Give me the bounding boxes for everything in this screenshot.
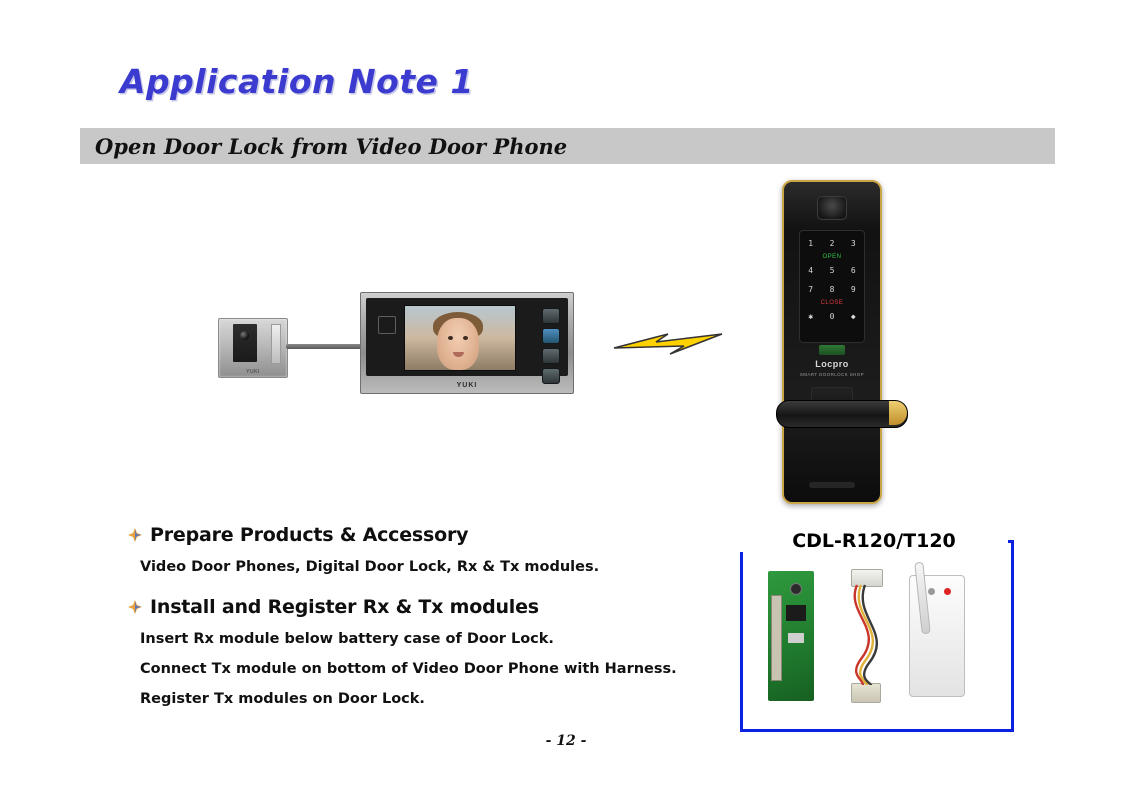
page-number: - 12 - [545, 733, 587, 749]
section-heading-prepare: Prepare Products & Accessory [150, 524, 469, 546]
section-heading-install: Install and Register Rx & Tx modules [150, 596, 539, 618]
camera-panel [233, 324, 257, 362]
monitor-button-menu [542, 348, 560, 364]
key-0: 0 [829, 312, 835, 321]
section-line: Insert Rx module below battery case of Door Lock. [140, 631, 554, 647]
key-star: ✱ [808, 312, 814, 321]
monitor-screen [404, 305, 516, 371]
page-title: Application Note 1 [120, 62, 474, 101]
key-5: 5 [829, 266, 835, 275]
tx-module-case [909, 575, 965, 697]
digital-door-lock [782, 180, 882, 504]
key-1: 1 [808, 239, 814, 248]
door-handle [776, 400, 908, 428]
section-line: Connect Tx module on bottom of Video Door Phone with Harness. [140, 661, 677, 677]
connection-cable [286, 344, 362, 349]
product-box-title: CDL-R120/T120 [740, 530, 1008, 552]
monitor-button-unlock [542, 328, 560, 344]
keypad-row [800, 280, 864, 299]
monitor-button-talk [542, 308, 560, 324]
rx-module-pcb [768, 571, 814, 701]
call-button-strip [271, 324, 281, 364]
monitor-brand: YUKI [456, 382, 478, 389]
section-line: Video Door Phones, Digital Door Lock, Rx & Tx modules. [140, 559, 600, 575]
key-9: 9 [850, 285, 856, 294]
close-label: CLOSE [820, 300, 844, 306]
monitor-bezel [366, 298, 568, 376]
status-led-red [944, 588, 951, 595]
key-6: 6 [850, 266, 856, 275]
monitor-button-column [542, 308, 560, 372]
section-line: Register Tx modules on Door Lock. [140, 691, 425, 707]
subtitle-text: Open Door Lock from Video Door Phone [95, 134, 568, 159]
wireless-link-icon [612, 312, 727, 372]
product-box [740, 540, 1014, 732]
bottom-slot [809, 482, 855, 488]
doorlock-brand: Locpro [815, 359, 849, 369]
handle-gold-cap [889, 401, 907, 425]
key-enter: ◆ [850, 312, 856, 321]
doorlock-sub-brand: SMART DOORLOCK SHOP [799, 372, 865, 377]
pcb-pin-header [771, 595, 782, 681]
fingerprint-sensor-icon [817, 196, 847, 220]
pcb-chip-secondary [788, 633, 804, 643]
speaker-grille-icon [378, 316, 396, 334]
bullet-marker-icon [128, 600, 142, 614]
keypad [799, 230, 865, 343]
bullet-marker-icon [128, 528, 142, 542]
camera-lens-icon [240, 331, 249, 340]
brand-plate [819, 345, 845, 355]
open-label: OPEN [822, 254, 842, 260]
child-eye-left [448, 336, 453, 340]
status-led-grey [928, 588, 935, 595]
outdoor-door-station [218, 318, 288, 378]
pcb-chip [786, 605, 806, 621]
video-door-phone-monitor [360, 292, 574, 394]
antenna [914, 562, 930, 635]
child-face [437, 318, 479, 370]
keypad-row [800, 307, 864, 326]
key-7: 7 [808, 285, 814, 294]
keypad-row [800, 234, 864, 253]
key-8: 8 [829, 285, 835, 294]
wire-harness [839, 569, 895, 703]
child-eye-right [463, 336, 468, 340]
key-4: 4 [808, 266, 814, 275]
key-3: 3 [850, 239, 856, 248]
outdoor-station-brand: YUKI [246, 369, 260, 375]
pcb-capacitor [790, 583, 802, 595]
keypad-row [800, 261, 864, 280]
key-2: 2 [829, 239, 835, 248]
